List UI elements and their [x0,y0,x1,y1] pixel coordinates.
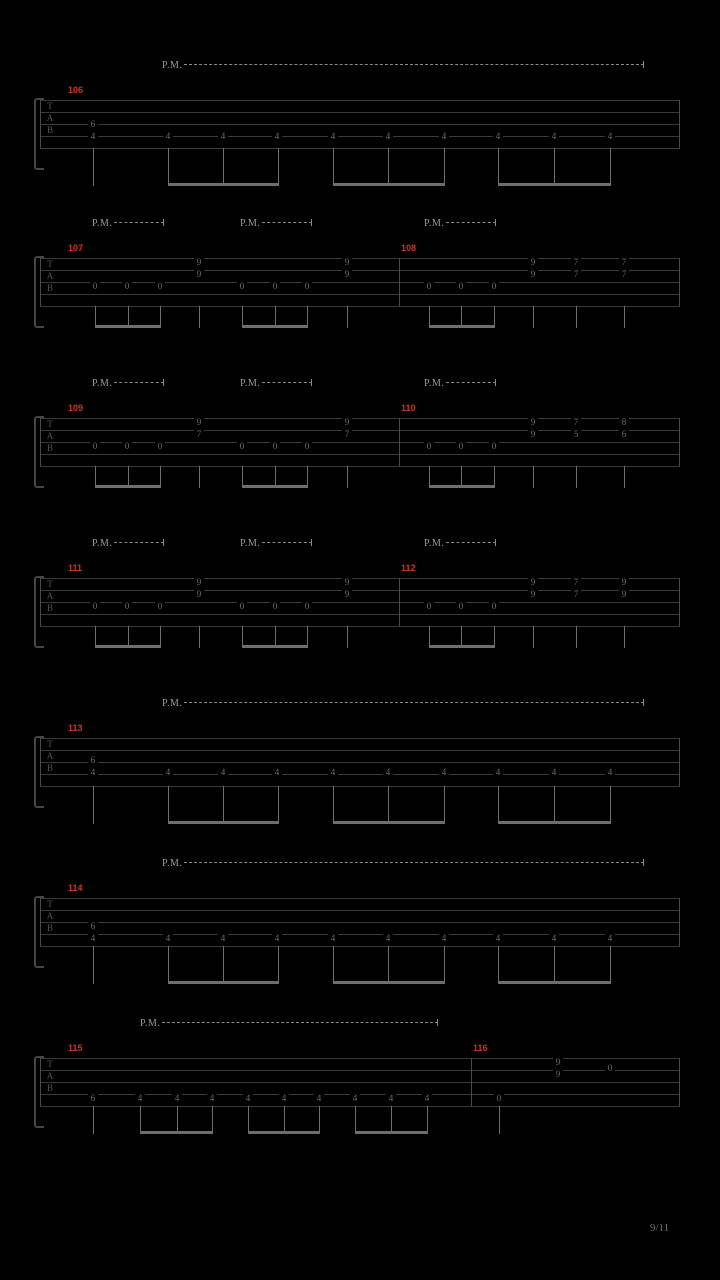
bar-number: 107 [68,243,84,253]
tab-note: 4 [493,132,503,141]
tab-note: 9 [528,430,538,439]
tab-note: 4 [549,132,559,141]
barline [40,578,41,626]
tab-note: 7 [619,270,629,279]
tab-note: 4 [383,132,393,141]
barline [40,418,41,466]
bar-number: 110 [401,403,416,413]
tab-note: 0 [90,282,100,291]
tab-note: 6 [88,756,98,765]
tab-note: 4 [272,768,282,777]
barline [679,258,680,306]
page-number: 9/11 [650,1222,670,1234]
tab-note: 4 [135,1094,145,1103]
tab-note: 4 [549,934,559,943]
tab-staff [40,258,680,306]
tab-note: 4 [328,934,338,943]
tab-note: 0 [155,602,165,611]
tab-note: 4 [439,768,449,777]
tab-note: 0 [122,602,132,611]
palm-mute-marking: P.M. [240,218,312,229]
barline [40,258,41,306]
barline [40,898,41,946]
tab-note: 4 [88,132,98,141]
tab-note: 0 [424,282,434,291]
palm-mute-marking: P.M. [92,538,164,549]
tab-note: 4 [218,768,228,777]
tab-note: 4 [279,1094,289,1103]
tab-note: 0 [456,442,466,451]
tab-note: 0 [270,602,280,611]
tab-note: 7 [571,578,581,587]
palm-mute-marking: P.M. [92,378,164,389]
tab-note: 9 [194,590,204,599]
barline [679,1058,680,1106]
palm-mute-marking: P.M. [162,60,644,71]
tab-note: 7 [619,258,629,267]
tab-note: 4 [328,132,338,141]
tab-clef: T A B [46,259,54,293]
bar-number: 112 [401,563,416,573]
tab-note: 0 [424,442,434,451]
tab-note: 4 [218,934,228,943]
bar-number: 109 [68,403,84,413]
barline [40,1058,41,1106]
tab-note: 9 [619,578,629,587]
tab-note: 9 [619,590,629,599]
barline [679,418,680,466]
barline [679,738,680,786]
tab-note: 4 [243,1094,253,1103]
tab-note: 9 [194,270,204,279]
tab-note: 4 [163,132,173,141]
tab-note: 6 [88,1094,98,1103]
tab-note: 0 [302,442,312,451]
tab-note: 9 [528,590,538,599]
tab-note: 0 [237,442,247,451]
tab-note: 0 [155,442,165,451]
tab-note: 0 [122,442,132,451]
tab-note: 4 [218,132,228,141]
bar-number: 114 [68,883,83,893]
tab-note: 4 [328,768,338,777]
tab-note: 4 [605,934,615,943]
barline [399,258,400,306]
bar-number: 116 [473,1043,488,1053]
tab-note: 4 [172,1094,182,1103]
tab-note: 4 [549,768,559,777]
tab-note: 8 [619,418,629,427]
tab-note: 7 [571,418,581,427]
tab-note: 4 [605,132,615,141]
tab-note: 9 [342,578,352,587]
palm-mute-marking: P.M. [424,218,496,229]
palm-mute-marking: P.M. [140,1018,438,1029]
tab-note: 0 [302,602,312,611]
tab-note: 4 [386,1094,396,1103]
tab-note: 9 [194,418,204,427]
tab-note: 0 [424,602,434,611]
palm-mute-marking: P.M. [240,378,312,389]
tab-staff [40,578,680,626]
barline [40,738,41,786]
tab-note: 0 [237,282,247,291]
palm-mute-marking: P.M. [162,698,644,709]
tab-note: 0 [155,282,165,291]
tab-clef: T A B [46,899,54,933]
tab-note: 4 [383,768,393,777]
tab-note: 9 [342,590,352,599]
tab-clef: T A B [46,419,54,453]
tab-note: 7 [571,590,581,599]
barline [679,578,680,626]
tab-note: 4 [207,1094,217,1103]
tab-note: 4 [88,934,98,943]
tab-note: 4 [493,934,503,943]
barline [40,100,41,148]
tab-clef: T A B [46,739,54,773]
tab-note: 0 [302,282,312,291]
tab-note: 9 [528,270,538,279]
tab-note: 9 [553,1058,563,1067]
tab-staff [40,418,680,466]
tab-note: 0 [489,442,499,451]
tab-note: 9 [194,578,204,587]
tab-note: 4 [163,768,173,777]
bar-number: 111 [68,563,83,573]
tab-note: 7 [571,270,581,279]
tab-staff [40,738,680,786]
tab-note: 0 [489,282,499,291]
tab-note: 6 [88,922,98,931]
tab-note: 9 [528,418,538,427]
tab-note: 0 [494,1094,504,1103]
tab-note: 0 [90,602,100,611]
tab-staff [40,898,680,946]
tab-note: 4 [314,1094,324,1103]
tab-note: 4 [88,768,98,777]
tab-note: 0 [489,602,499,611]
tab-clef: T A B [46,579,54,613]
bar-number: 115 [68,1043,83,1053]
bar-number: 106 [68,85,84,95]
tab-note: 9 [528,578,538,587]
tab-note: 0 [237,602,247,611]
tab-clef: T A B [46,1059,54,1093]
bar-number: 113 [68,723,83,733]
palm-mute-marking: P.M. [424,378,496,389]
tab-note: 9 [342,270,352,279]
tab-note: 7 [571,258,581,267]
tab-note: 0 [456,282,466,291]
tab-note: 9 [194,258,204,267]
bar-number: 108 [401,243,417,253]
barline [679,100,680,148]
tab-note: 9 [528,258,538,267]
tab-note: 9 [342,418,352,427]
tab-note: 0 [456,602,466,611]
palm-mute-marking: P.M. [424,538,496,549]
tab-note: 7 [342,430,352,439]
tab-note: 0 [122,282,132,291]
palm-mute-marking: P.M. [162,858,644,869]
tab-note: 4 [439,934,449,943]
tab-note: 7 [194,430,204,439]
tab-note: 5 [571,430,581,439]
tab-note: 9 [342,258,352,267]
barline [399,578,400,626]
tab-note: 4 [422,1094,432,1103]
tab-note: 4 [272,132,282,141]
tab-note: 4 [350,1094,360,1103]
tab-note: 4 [493,768,503,777]
tab-note: 4 [605,768,615,777]
tab-note: 0 [270,442,280,451]
palm-mute-marking: P.M. [92,218,164,229]
tab-note: 6 [619,430,629,439]
tab-note: 0 [605,1064,615,1073]
tab-note: 4 [272,934,282,943]
tab-note: 4 [439,132,449,141]
barline [399,418,400,466]
tab-note: 4 [383,934,393,943]
palm-mute-marking: P.M. [240,538,312,549]
tab-staff [40,100,680,148]
tab-clef: T A B [46,101,54,135]
barline [471,1058,472,1106]
tab-note: 9 [553,1070,563,1079]
tab-note: 0 [270,282,280,291]
tab-note: 6 [88,120,98,129]
barline [679,898,680,946]
tab-note: 0 [90,442,100,451]
tab-note: 4 [163,934,173,943]
